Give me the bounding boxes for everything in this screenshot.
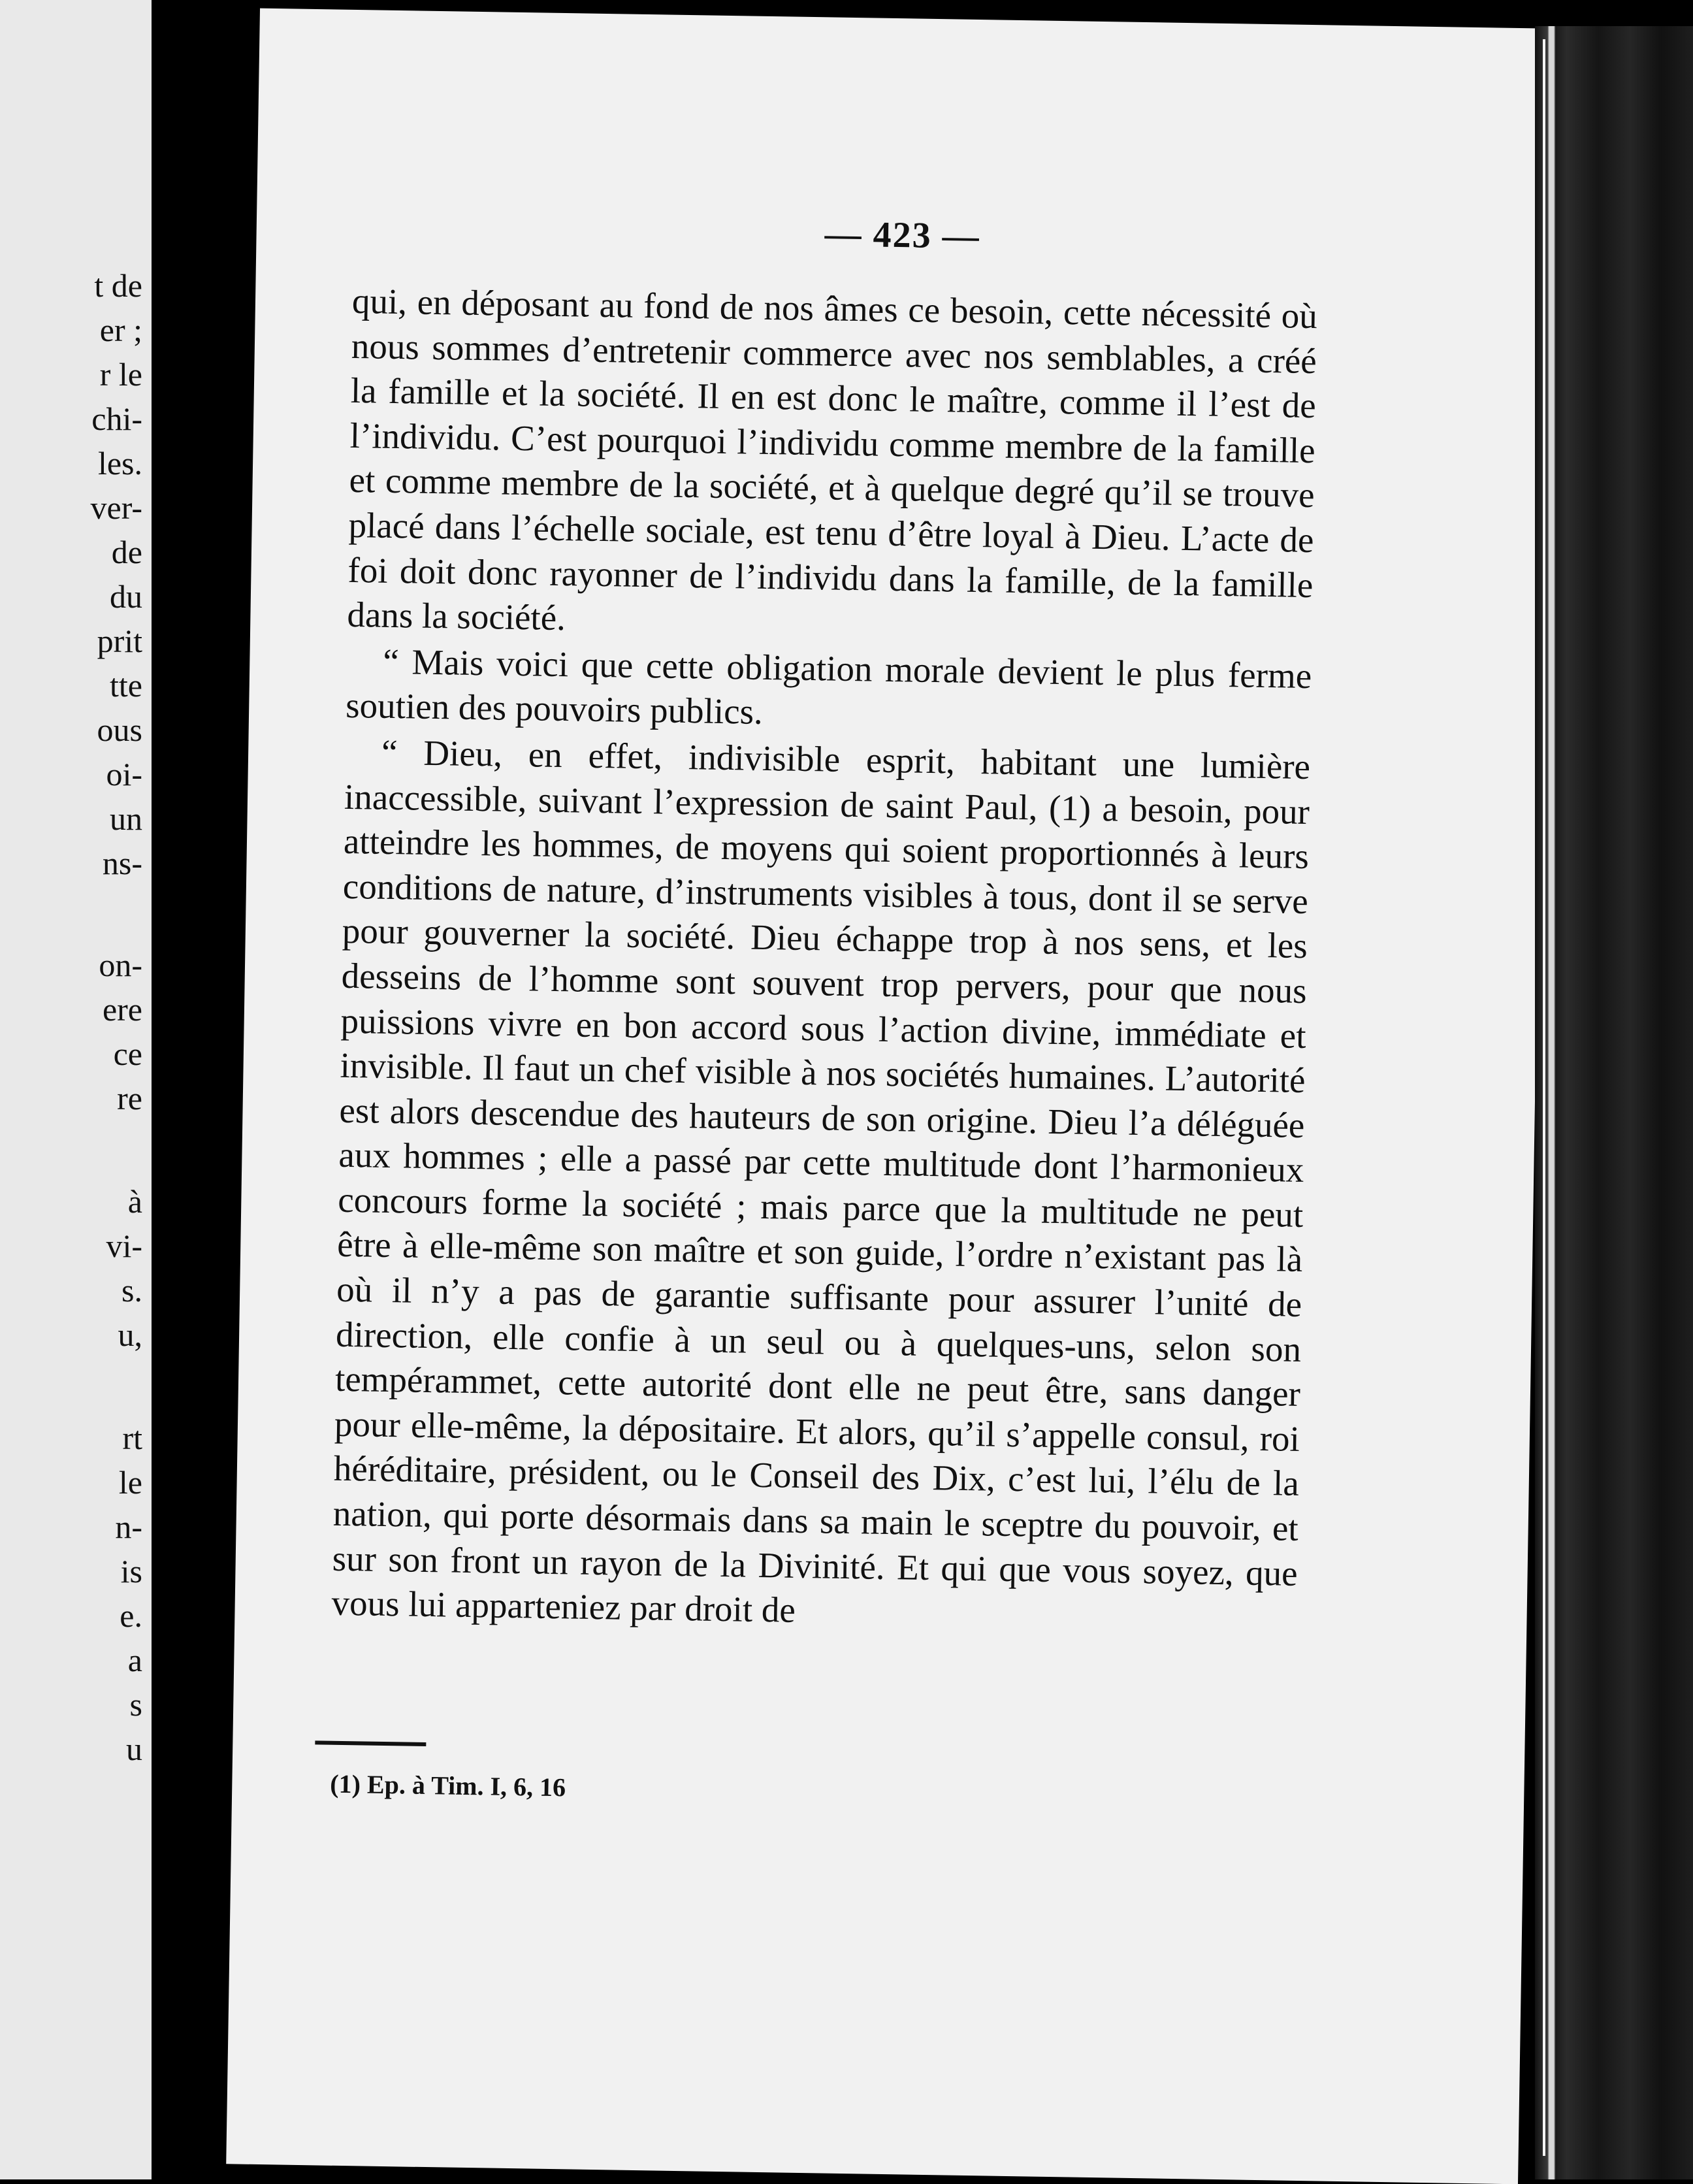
paragraph: qui, en déposant au fond de nos âmes ce besoin, cette nécessité où nous sommes d’entretenir commerce avec nos semblables, a créé la famille et la société. Il en est donc le maître, comme il l’est de l’individu. C’est pourquoi l’individu comme membre de la famille et comme membre de la société, et à quelque degré qu’il se trouve placé dans l’échelle sociale, est tenu d’être loyal à Dieu. L’acte de foi doit donc rayonner de l’individu dans la famille, de la famille dans la société.: [347, 280, 1318, 638]
left-fragment: tte: [110, 667, 142, 704]
left-fragment: a: [127, 1642, 142, 1678]
left-fragment: les.: [97, 445, 142, 481]
left-fragment: oi-: [106, 756, 142, 792]
left-fragment: n-: [115, 1508, 142, 1545]
left-fragment: u,: [118, 1316, 142, 1353]
footnote-rule: [315, 1740, 426, 1746]
left-fragment: prit: [97, 623, 142, 659]
paragraph: “ Dieu, en effet, indivisible esprit, habitant une lumière inaccessible, suivant l’expression de saint Paul, (1) a besoin, pour atteindre les hommes, de moyens qui soient proportionnés à leurs conditions de nature, d’instruments visibles à tous, dont il se serve pour gouverner la société. Dieu échappe trop à nos sens, et les desseins de l’homme sont souvent trop pervers, pour que nous puissions vivre en bon accord sous l’action divine, immédiate et invisible. Il faut un chef visible à nos sociétés humaines. L’autorité est alors descendue des hauteurs de son origine. Dieu l’a déléguée aux hommes ; elle a passé par cette multitude dont l’harmonieux concours forme la société ; mais parce que la multitude ne peut être à elle-même son maître et son guide, l’ordre n’existant pas là où il n’y a pas de garantie suffisante pour assurer l’unité de direction, elle confie à un seul ou à quelques-uns, selon son tempérammet, cette autorité dont elle ne peut être, sans danger pour elle-même, la dépositaire. Et alors, qu’il s’appelle consul, roi héréditaire, président, ou le Conseil des Dix, c’est lui, l’élu de la nation, qui porte désormais dans sa main le sceptre du pouvoir, et sur son front un rayon de la Divinité. Et qui que vous soyez, que vous lui apparteniez par droit de: [331, 732, 1311, 1631]
left-fragment: ous: [97, 711, 142, 748]
left-fragment: is: [120, 1553, 142, 1589]
left-fragment: on-: [99, 947, 142, 983]
left-page: [0, 0, 152, 2179]
left-fragment: rt: [122, 1420, 142, 1456]
left-fragment: à: [127, 1183, 142, 1220]
left-fragment: ns-: [102, 845, 142, 881]
page-number: — 423 —: [824, 214, 981, 257]
left-fragment: de: [111, 534, 142, 570]
left-fragment: e.: [120, 1597, 142, 1634]
page-body: [331, 279, 1317, 1641]
left-fragment: er ;: [99, 312, 142, 348]
footnote: (1) Ep. à Tim. I, 6, 16: [330, 1768, 566, 1802]
left-fragment: r le: [99, 356, 142, 393]
page-edges: [1535, 26, 1693, 2179]
left-fragment: t de: [94, 267, 142, 304]
left-fragment: ver-: [90, 489, 142, 526]
left-fragment: re: [117, 1080, 142, 1116]
book-gutter: [152, 0, 243, 2179]
book-page: [226, 8, 1552, 2184]
left-fragment: du: [110, 578, 142, 615]
left-fragment: chi-: [91, 400, 142, 437]
paragraph: “ Mais voici que cette obligation morale devient le plus ferme soutien des pouvoirs publics.: [345, 641, 1312, 732]
page-edge-highlight: [1543, 39, 1545, 2156]
left-fragment: ce: [113, 1035, 142, 1072]
left-fragment: vi-: [106, 1228, 142, 1264]
left-fragment: ere: [102, 991, 142, 1028]
left-fragment: le: [118, 1464, 142, 1501]
left-fragment: s.: [121, 1272, 142, 1309]
left-fragment: s: [129, 1686, 142, 1723]
left-fragment: u: [126, 1731, 142, 1767]
left-fragment: un: [110, 800, 142, 837]
